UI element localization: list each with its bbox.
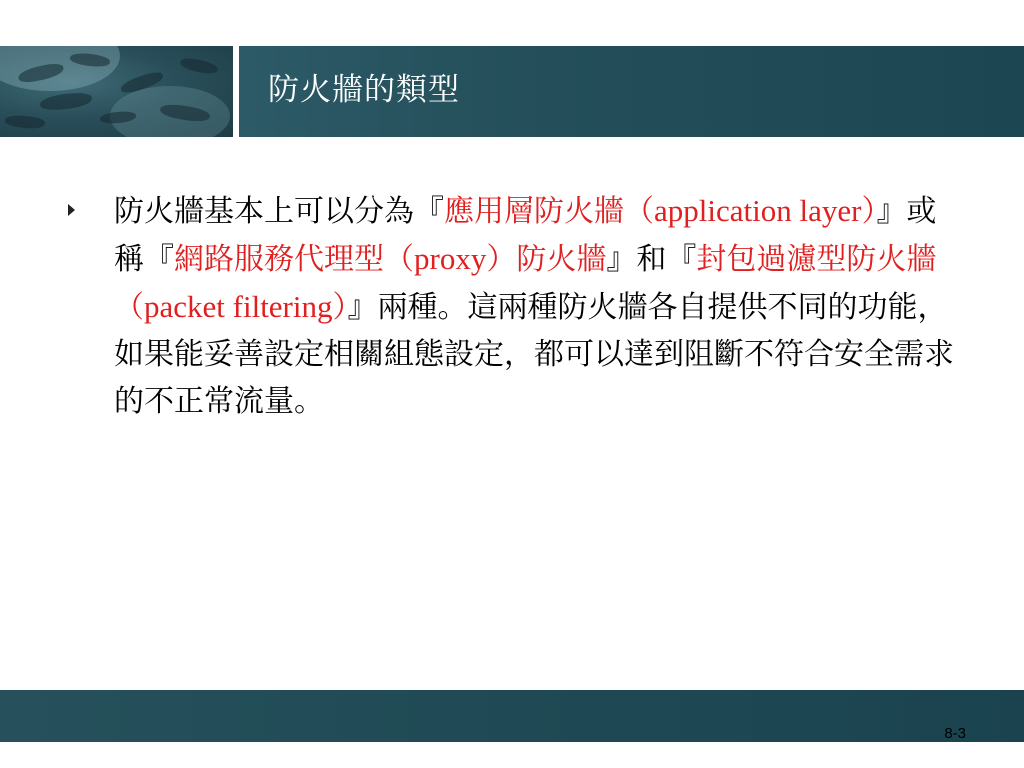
header-band	[0, 44, 1024, 139]
page-number: 8-3	[944, 725, 966, 742]
paragraph-segment: 』或稱『	[114, 194, 937, 277]
paragraph-segment: packet filtering	[144, 289, 333, 324]
paragraph-segment: proxy	[414, 241, 487, 276]
paragraph-segment: 』和『	[606, 242, 697, 277]
paragraph-segment: ）	[332, 290, 348, 325]
fish-school-photo	[0, 46, 233, 137]
slide-title: 防火牆的類型	[268, 72, 460, 108]
paragraph-segment: application layer	[654, 193, 862, 228]
triangle-bullet-icon	[68, 204, 75, 216]
paragraph-segment: 應用層防火牆（	[444, 194, 654, 229]
paragraph-segment: 防火牆基本上可以分為『	[114, 194, 444, 229]
paragraph-segment: ）防火牆	[486, 242, 607, 277]
footer-band	[0, 690, 1024, 742]
paragraph-segment: ）	[861, 194, 877, 229]
bullet-paragraph	[114, 187, 964, 425]
paragraph-segment: 』兩種。這兩種防火牆各自提供不同的功能，如果能妥善設定相關組態設定，都可以達到阻斷不符合安全需求的不正常流量。	[114, 290, 954, 419]
paragraph-segment: 封包過濾型防火牆（	[114, 242, 937, 325]
paragraph-segment: 網路服務代理型（	[174, 242, 414, 277]
